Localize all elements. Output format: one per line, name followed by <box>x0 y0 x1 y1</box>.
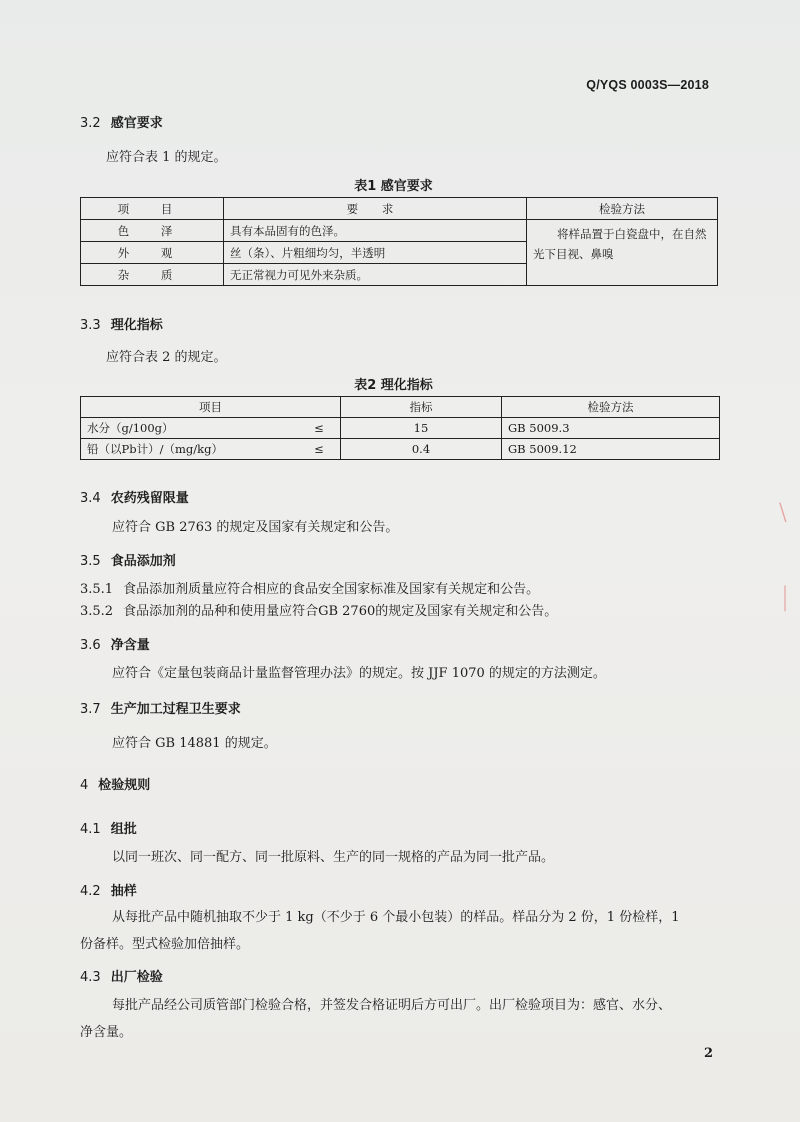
section-3-2-heading <box>80 112 163 131</box>
section-4-2-text-line2: 份备样。型式检验加倍抽样。 <box>80 937 250 952</box>
clause-text: 食品添加剂质量应符合相应的食品安全国家标准及国家有关规定和公告。 <box>123 582 540 597</box>
section-4-1-heading <box>80 818 137 837</box>
section-4-1-text: 以同一班次、同一配方、同一批原料、生产的同一规格的产品为同一批产品。 <box>112 850 555 865</box>
section-4-2-heading <box>80 880 137 899</box>
document-code: Q/YQS 0003S—2018 <box>586 78 709 92</box>
section-number: 3.3 <box>80 318 101 333</box>
clause-number: 3.5.2 <box>80 604 114 619</box>
section-title: 净含量 <box>110 638 150 653</box>
section-title: 理化指标 <box>110 318 163 333</box>
section-number: 3.2 <box>80 116 101 131</box>
section-3-3-text: 应符合表 2 的规定。 <box>106 350 227 365</box>
section-number: 3.7 <box>80 702 101 717</box>
table-physicochemical <box>80 396 720 460</box>
section-number: 4.1 <box>80 822 101 837</box>
stamp-mark-icon: ﹨ <box>768 493 798 528</box>
section-title: 感官要求 <box>110 116 163 131</box>
table1-cell-item: 外 观 <box>81 242 224 264</box>
section-number: 4.3 <box>80 970 101 985</box>
table1-header-requirement: 要 求 <box>224 198 527 220</box>
table2-cell-method: GB 5009.3 <box>502 418 720 439</box>
clause-3-5-1 <box>80 578 539 597</box>
table2-cell-operator: ≤ <box>298 439 341 460</box>
table1-cell-requirement: 具有本品固有的色泽。 <box>224 220 527 242</box>
section-3-4-text: 应符合 GB 2763 的规定及国家有关规定和公告。 <box>112 520 399 535</box>
section-number: 3.5 <box>80 554 101 569</box>
section-title: 农药残留限量 <box>110 491 189 506</box>
table2-caption: 表2 理化指标 <box>354 378 433 393</box>
table1-cell-requirement: 无正常视力可见外来杂质。 <box>224 264 527 286</box>
section-4-heading <box>80 774 150 793</box>
table2-cell-item: 铅（以Pb计）/（mg/kg） <box>81 439 299 460</box>
section-number: 3.6 <box>80 638 101 653</box>
section-number: 3.4 <box>80 491 101 506</box>
table1-cell-item: 杂 质 <box>81 264 224 286</box>
table2-cell-item: 水分（g/100g） <box>81 418 299 439</box>
page-number: 2 <box>704 1046 714 1061</box>
section-title: 生产加工过程卫生要求 <box>110 702 241 717</box>
section-3-3-heading <box>80 314 163 333</box>
table2-header-method: 检验方法 <box>502 397 720 418</box>
clause-3-5-2 <box>80 600 557 619</box>
stamp-mark-icon: ︱ <box>770 583 800 618</box>
table-sensory <box>80 197 718 286</box>
table1-header-item: 项 目 <box>81 198 224 220</box>
table1-caption: 表1 感官要求 <box>354 179 433 194</box>
section-title: 出厂检验 <box>110 970 163 985</box>
section-4-3-text-line1: 每批产品经公司质管部门检验合格，并签发合格证明后方可出厂。出厂检验项目为：感官、水分、 <box>112 998 672 1013</box>
section-title: 检验规则 <box>98 778 151 793</box>
table2-cell-value: 15 <box>341 418 502 439</box>
section-3-2-text: 应符合表 1 的规定。 <box>106 150 227 165</box>
section-4-3-heading <box>80 966 163 985</box>
section-3-6-text: 应符合《定量包装商品计量监督管理办法》的规定。按 JJF 1070 的规定的方法测定。 <box>112 666 606 681</box>
section-title: 抽样 <box>110 884 137 899</box>
section-number: 4.2 <box>80 884 101 899</box>
table1-cell-method: 将样品置于白瓷盘中，在自然光下目视、鼻嗅 <box>527 220 718 286</box>
table2-cell-method: GB 5009.12 <box>502 439 720 460</box>
table1-cell-requirement: 丝（条）、片粗细均匀，半透明 <box>224 242 527 264</box>
section-title: 组批 <box>110 822 137 837</box>
table1-header-method: 检验方法 <box>527 198 718 220</box>
section-number: 4 <box>80 778 89 793</box>
section-3-7-heading <box>80 698 241 717</box>
table2-cell-operator: ≤ <box>298 418 341 439</box>
table2-header-limit: 指标 <box>341 397 502 418</box>
section-3-4-heading <box>80 487 189 506</box>
table2-cell-value: 0.4 <box>341 439 502 460</box>
section-4-2-text-line1: 从每批产品中随机抽取不少于 1 kg（不少于 6 个最小包装）的样品。样品分为 2 份，1 份检样，1 <box>112 910 680 925</box>
table1-cell-item: 色 泽 <box>81 220 224 242</box>
section-3-7-text: 应符合 GB 14881 的规定。 <box>112 736 277 751</box>
clause-text: 食品添加剂的品种和使用量应符合GB 2760的规定及国家有关规定和公告。 <box>123 604 558 619</box>
section-title: 食品添加剂 <box>110 554 176 569</box>
section-3-5-heading <box>80 550 176 569</box>
table2-header-item: 项目 <box>81 397 341 418</box>
clause-number: 3.5.1 <box>80 582 114 597</box>
section-3-6-heading <box>80 634 150 653</box>
section-4-3-text-line2: 净含量。 <box>80 1025 133 1040</box>
